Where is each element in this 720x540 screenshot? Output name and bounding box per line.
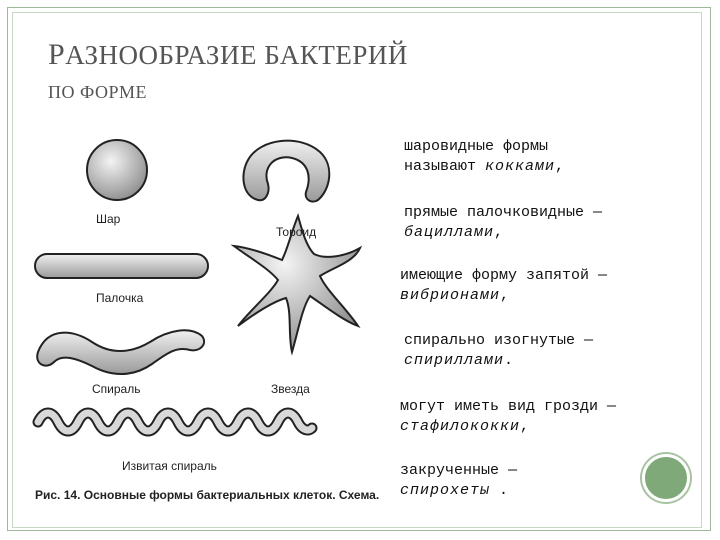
label-sphere: Шар	[96, 212, 121, 226]
rod-shape	[35, 254, 208, 278]
slide-title	[48, 38, 408, 72]
bacteria-shapes-figure	[30, 130, 390, 510]
list-item: прямые палочковидные — бациллами,	[404, 204, 603, 241]
spiral-shape	[37, 330, 204, 374]
title-rest: АЗНООБРАЗИЕ БАКТЕРИЙ	[65, 40, 408, 70]
slide-subtitle: ПО ФОРМЕ	[48, 82, 147, 102]
figure-caption: Рис. 14. Основные формы бактериальных клеток. Схема.	[35, 488, 380, 502]
title-first-letter: Р	[48, 38, 66, 71]
list-item: закрученные — спирохеты .	[400, 462, 518, 499]
label-toroid: Тороид	[276, 225, 317, 239]
label-twisted-spiral: Извитая спираль	[122, 459, 217, 473]
list-item: спирально изогнутые — спириллами.	[404, 332, 594, 369]
list-item: имеющие форму запятой — вибрионами,	[400, 267, 608, 304]
list-item: могут иметь вид грозди — стафилококки,	[400, 398, 617, 435]
list-item: шаровидные формы называют кокками,	[404, 138, 565, 175]
label-rod: Палочка	[96, 291, 144, 305]
label-star: Звезда	[271, 382, 310, 396]
decorative-dot	[642, 454, 690, 502]
label-spiral: Спираль	[92, 382, 141, 396]
sphere-shape	[87, 140, 147, 200]
toroid-shape	[243, 141, 329, 202]
